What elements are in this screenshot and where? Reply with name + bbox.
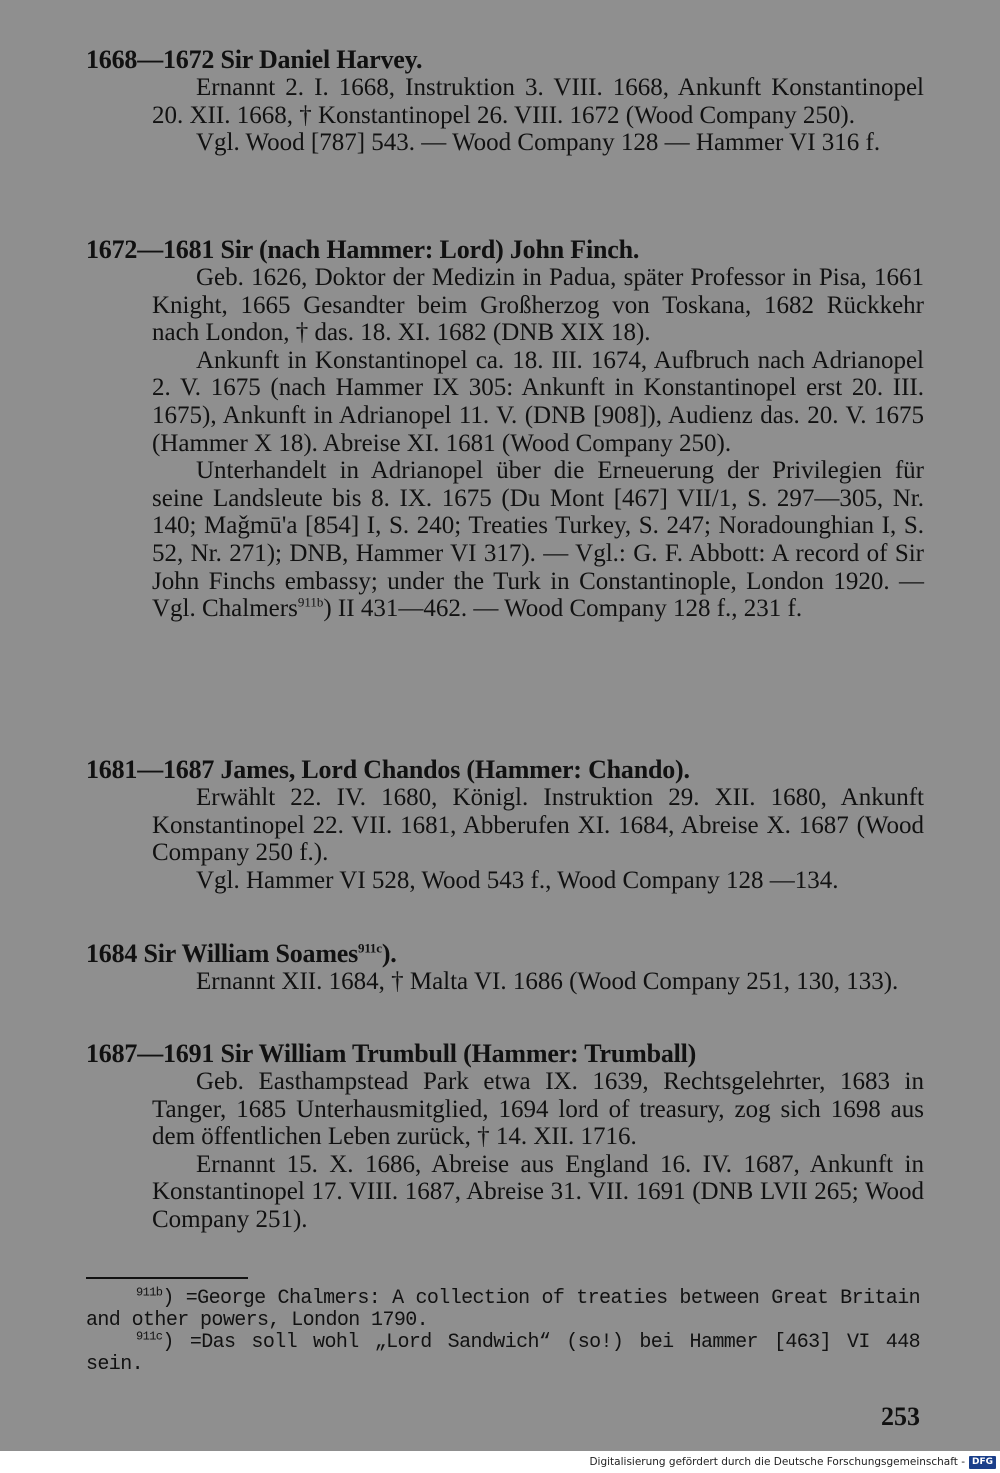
entry-paragraph: [152, 457, 924, 623]
credit-bar: [0, 1451, 1000, 1473]
footnote-ref: 911b: [297, 594, 324, 610]
footnote: [86, 1329, 920, 1376]
entry-paragraph: Ernannt XII. 1684, † Malta VI. 1686 (Wood Company 251, 130, 133).: [196, 968, 899, 995]
footnote-ref: 911c: [358, 940, 382, 956]
entry-heading: 1668—1672 Sir Daniel Harvey.: [86, 45, 423, 74]
entry-chandos: [86, 756, 924, 894]
credit-text: Digitalisierung gefördert durch die Deutsche Forschungsgemeinschaft -: [589, 1456, 965, 1468]
entry-finch: [86, 236, 924, 623]
paragraph-text: ) II 431—462. — Wood Company 128 f., 231 f.: [323, 595, 803, 623]
entry-paragraph: Vgl. Wood [787] 543. — Wood Company 128 — Hammer VI 316 f.: [196, 129, 881, 157]
entry-paragraph: Ankunft in Konstantinopel ca. 18. III. 1674, Aufbruch nach Adrianopel 2. V. 1675 (nach Hammer IX 305: Ankunft in Konstantinopel erst 20. III. 1675), Ankunft in Adrianopel 11. V. (DNB [908]), Audienz das. 20. V. 1675 (Hammer X 18). Abreise XI. 1681 (Wood Company 250).: [152, 346, 924, 457]
entry-trumbull: [86, 1040, 924, 1234]
dfg-logo: DFG: [969, 1456, 996, 1469]
footnote-mark: 911c: [136, 1329, 163, 1344]
entry-heading: 1687—1691 Sir William Trumbull (Hammer: Trumball): [86, 1039, 697, 1068]
entry-soames: [86, 940, 924, 996]
heading-text: 1684 Sir William Soames: [86, 939, 359, 968]
entry-heading: [86, 940, 924, 968]
footnote-mark: 911b: [136, 1285, 163, 1300]
footnote-text: ) =George Chalmers: A collection of treaties between Great Britain and other powers, London 1790.: [86, 1287, 920, 1332]
entry-heading: 1681—1687 James, Lord Chandos (Hammer: Chando).: [86, 755, 690, 784]
entry-paragraph: Ernannt 2. I. 1668, Instruktion 3. VIII. 1668, Ankunft Konstantinopel 20. XII. 1668, † Konstantinopel 26. VIII. 1672 (Wood Company 250).: [152, 74, 924, 129]
heading-text: ).: [381, 939, 397, 968]
footnote-divider: [86, 1277, 248, 1279]
entry-paragraph: Ernannt 15. X. 1686, Abreise aus England 16. IV. 1687, Ankunft in Konstantinopel 17. VIII. 1687, Abreise 31. VII. 1691 (DNB LVII 265; Wood Company 251).: [152, 1150, 924, 1233]
entry-paragraph: Geb. Easthampstead Park etwa IX. 1639, Rechtsgelehrter, 1683 in Tanger, 1685 Unterhausmitglied, 1694 lord of treasury, zog sich 1698 aus dem öffentlichen Leben zurück, † 14. XII. 1716.: [152, 1068, 924, 1151]
entry-paragraph: Erwählt 22. IV. 1680, Königl. Instruktion 29. XII. 1680, Ankunft Konstantinopel 22. VII. 1681, Abberufen XI. 1684, Abreise X. 1687 (Wood Company 250 f.).: [152, 784, 924, 867]
entry-heading: 1672—1681 Sir (nach Hammer: Lord) John Finch.: [86, 235, 640, 264]
footnote-text: ) =Das soll wohl „Lord Sandwich“ (so!) bei Hammer [463] VI 448 sein.: [86, 1331, 920, 1376]
paragraph-text: Unterhandelt in Adrianopel über die Erneuerung der Privilegien für seine Landsleute bis 8. IX. 1675 (Du Mont [467] VII/1, S. 297—305, Nr. 140; Maǧmū'a [854] I, S. 240; Treaties Turkey, S. 247; Noradounghian I, S. 52, Nr. 271); DNB, Hammer VI 317). — Vgl.: G. F. Abbott: A record of Sir John Finchs embassy; under the Turk in Constantinople, London 1920. — Vgl. Chalmers: [152, 457, 924, 623]
entry-paragraph: Vgl. Hammer VI 528, Wood 543 f., Wood Company 128 —134.: [196, 866, 839, 894]
entry-harvey: [86, 46, 924, 157]
page-number: 253: [881, 1402, 920, 1431]
footnote: [86, 1285, 920, 1332]
entry-paragraph: Geb. 1626, Doktor der Medizin in Padua, später Professor in Pisa, 1661 Knight, 1665 Gesandter beim Großherzog von Toskana, 1682 Rückkehr nach London, † das. 18. XI. 1682 (DNB XIX 18).: [152, 264, 924, 347]
